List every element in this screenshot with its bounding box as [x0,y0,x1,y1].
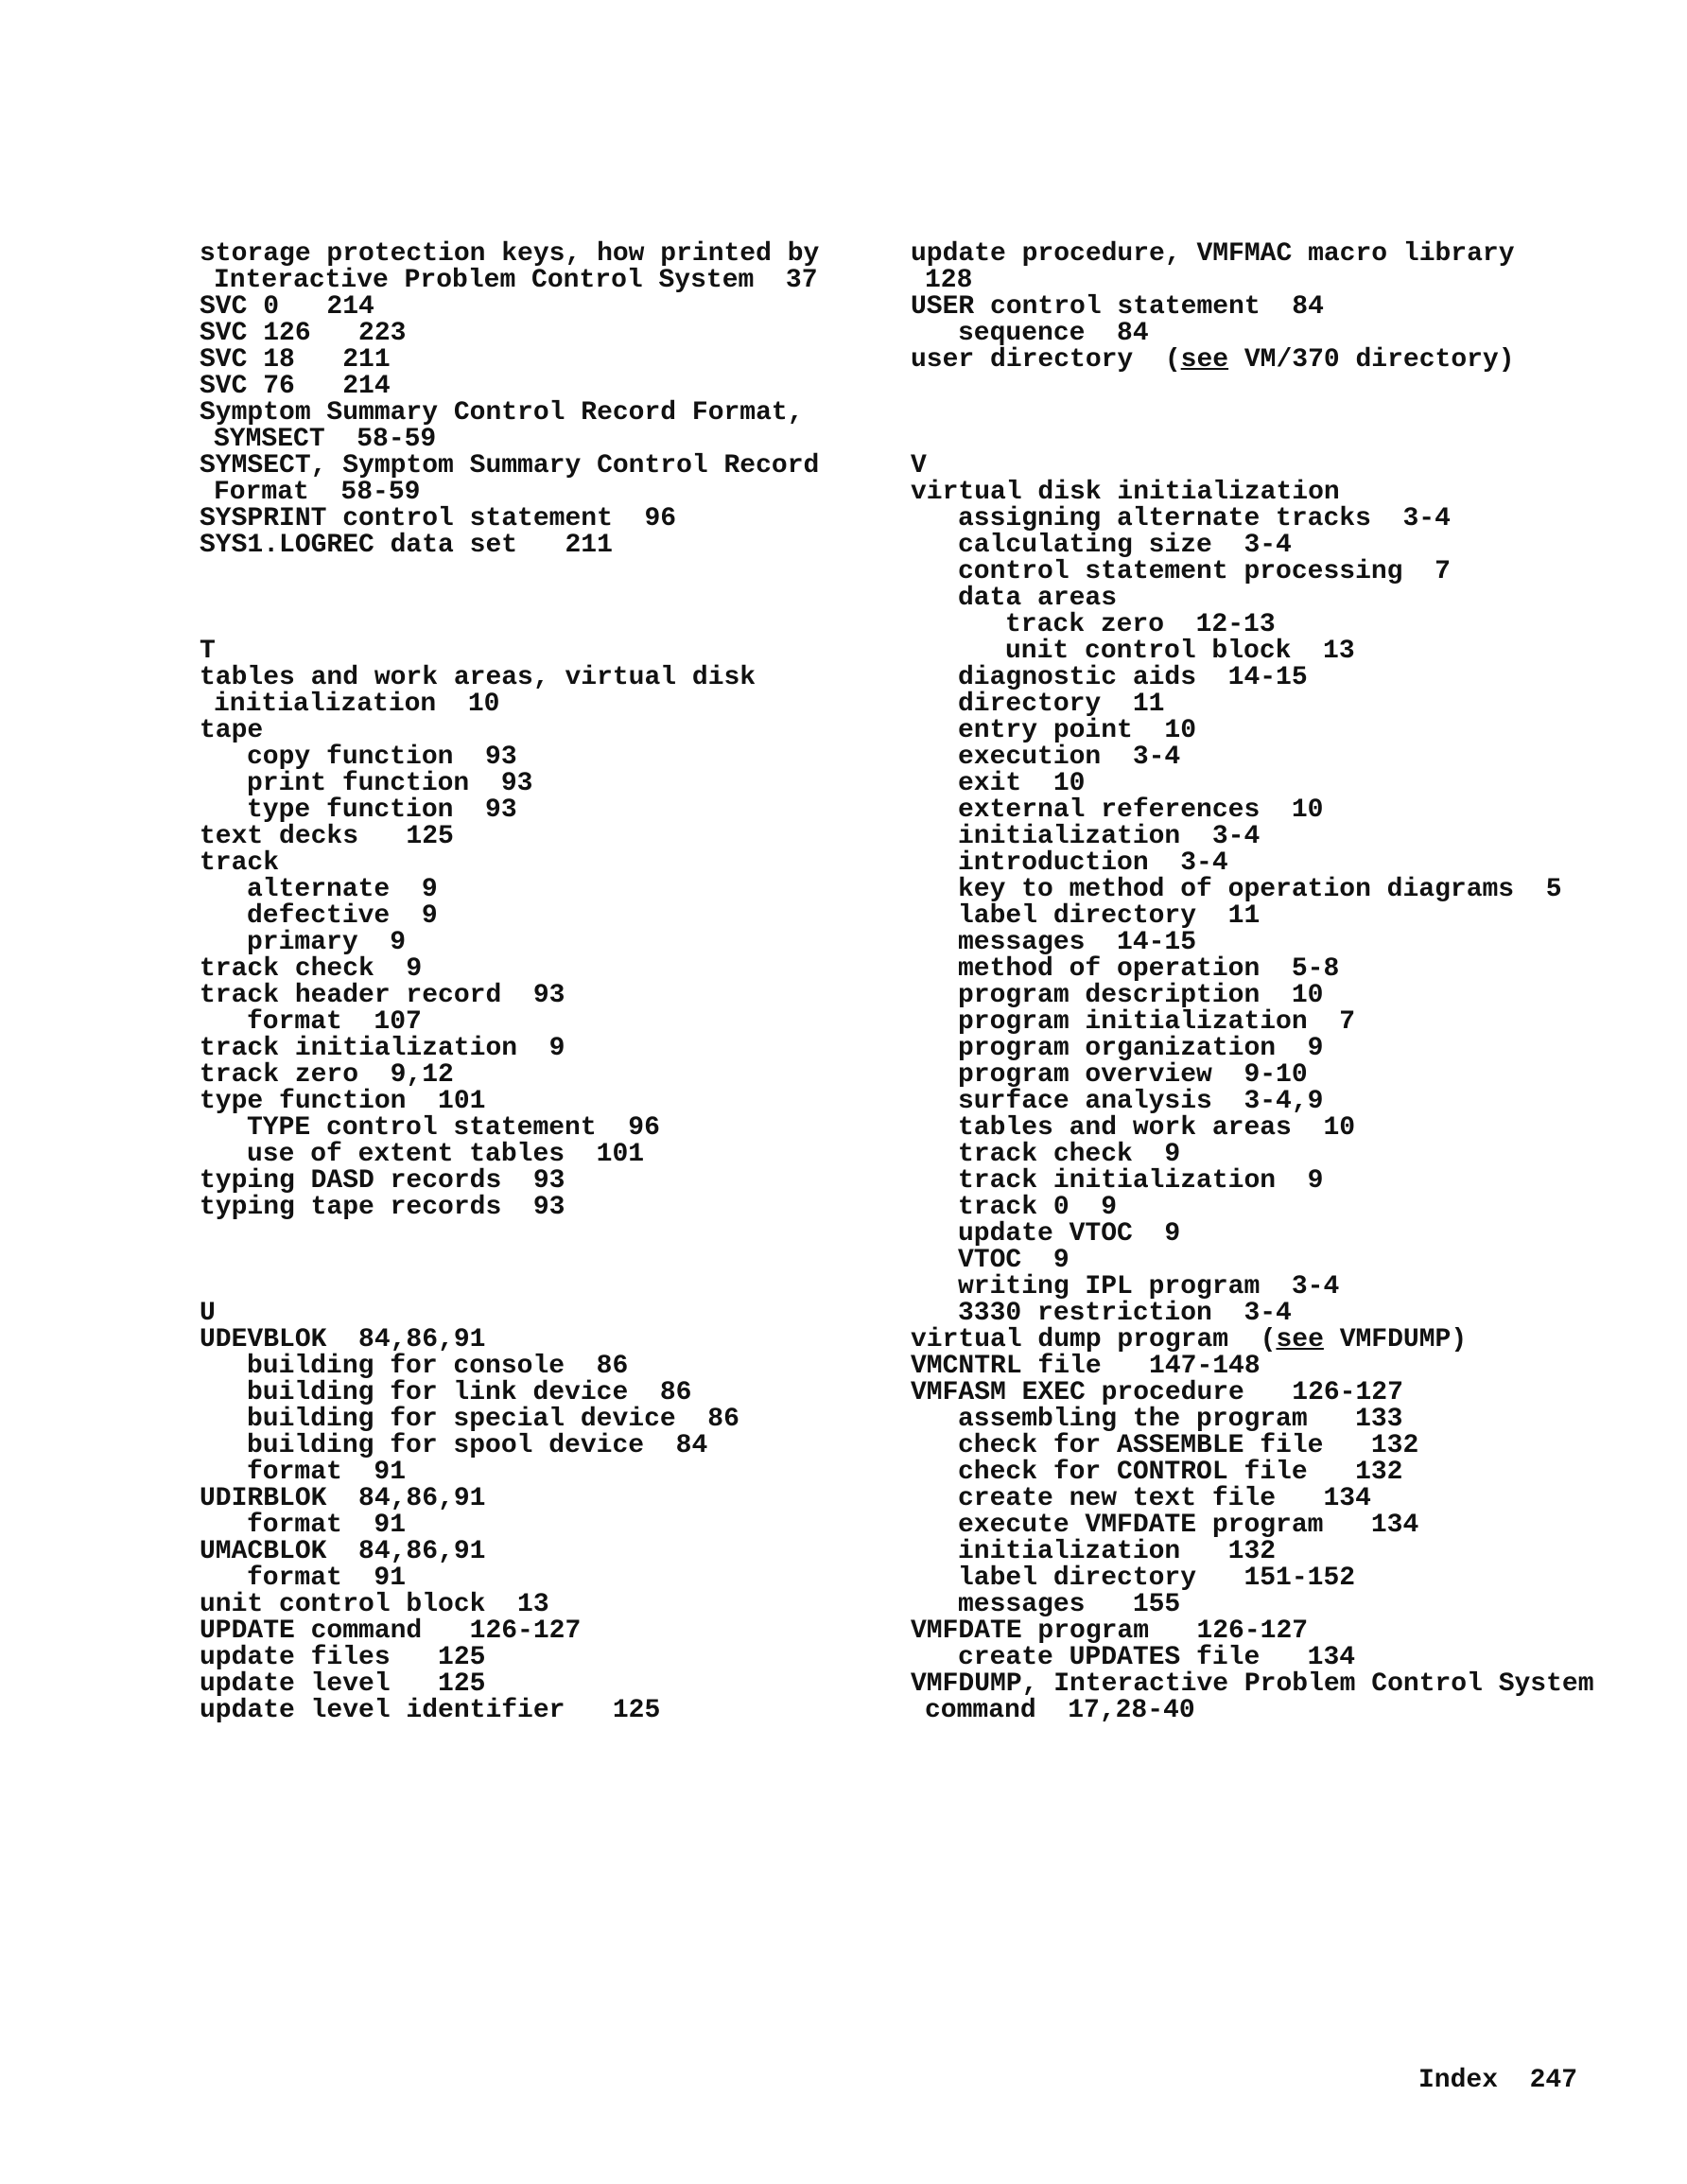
index-subentry: label directory 151-152 [958,1564,1356,1593]
index-entry: track check 9 [200,954,423,984]
index-entry: SYSPRINT control statement 96 [200,504,677,533]
index-entry: update files 125 [200,1643,486,1672]
index-subentry: print function 93 [247,769,533,798]
index-subentry: building for link device 86 [247,1378,692,1407]
index-subentry: execution 3-4 [958,743,1181,772]
index-subentry: exit 10 [958,769,1086,798]
index-subentry: check for CONTROL file 132 [958,1458,1403,1487]
index-subentry: type function 93 [247,795,517,825]
right-index-column [911,239,1594,1725]
index-subentry: create UPDATES file 134 [958,1643,1356,1672]
index-subentry: assigning alternate tracks 3-4 [958,504,1451,533]
index-entry: track zero 9,12 [200,1060,454,1090]
index-subentry: update VTOC 9 [958,1219,1181,1249]
section-letter-u: U [200,1299,216,1328]
index-subentry: initialization 3-4 [958,822,1261,851]
index-subentry: program initialization 7 [958,1007,1356,1037]
entry-text: VM/370 directory) [1228,345,1515,375]
index-subentry: entry point 10 [958,716,1197,745]
index-entry-continuation: SYMSECT 58-59 [214,425,437,454]
index-entry: storage protection keys, how printed by [200,239,820,269]
index-subentry: tables and work areas 10 [958,1113,1356,1143]
index-subentry: building for console 86 [247,1352,629,1381]
index-subentry: use of extent tables 101 [247,1140,645,1169]
index-entry-continuation: initialization 10 [214,690,500,719]
page-number: 247 [1529,2066,1578,2095]
index-entry: SYS1.LOGREC data set 211 [200,531,613,560]
index-entry-continuation: Format 58-59 [214,478,421,507]
index-subentry: track 0 9 [958,1193,1118,1222]
index-subentry: track initialization 9 [958,1166,1324,1196]
index-entry: update procedure, VMFMAC macro library [911,239,1515,269]
index-entry: tables and work areas, virtual disk [200,663,757,692]
index-entry: type function 101 [200,1087,486,1116]
page-footer [1418,2066,1577,2095]
index-subentry: primary 9 [247,928,407,957]
index-entry: update level identifier 125 [200,1696,661,1725]
index-entry: unit control block 13 [200,1590,549,1619]
index-subentry: VTOC 9 [958,1246,1070,1275]
entry-text: VMFDUMP) [1323,1325,1468,1354]
index-subentry: format 91 [247,1564,407,1593]
index-entry: VMFDATE program 126-127 [911,1616,1309,1646]
index-entry-see-reference [911,347,1591,374]
footer-label: Index [1418,2066,1499,2095]
index-subentry: assembling the program 133 [958,1405,1403,1434]
index-subentry: format 91 [247,1458,407,1487]
index-subentry: check for ASSEMBLE file 132 [958,1431,1419,1460]
index-entry: track [200,848,280,878]
index-entry: VMFDUMP, Interactive Problem Control System [911,1669,1594,1699]
section-letter-v: V [911,451,927,480]
index-subentry: execute VMFDATE program 134 [958,1511,1419,1540]
index-subentry: directory 11 [958,690,1165,719]
index-subentry: building for special device 86 [247,1405,739,1434]
index-entry: update level 125 [200,1669,486,1699]
index-subentry: sequence 84 [958,319,1149,348]
index-entry: track header record 93 [200,981,565,1010]
entry-text: user directory ( [911,345,1181,375]
index-subentry: copy function 93 [247,743,517,772]
index-subentry: writing IPL program 3-4 [958,1272,1340,1302]
index-entry: SVC 76 214 [200,372,391,401]
index-entry: VMFASM EXEC procedure 126-127 [911,1378,1403,1407]
index-subentry: building for spool device 84 [247,1431,708,1460]
index-entry: UDIRBLOK 84,86,91 [200,1484,486,1513]
index-subentry: track check 9 [958,1140,1181,1169]
index-entry: UDEVBLOK 84,86,91 [200,1325,486,1354]
index-entry: SVC 0 214 [200,292,374,322]
index-subentry: program organization 9 [958,1034,1324,1063]
index-subentry: program description 10 [958,981,1324,1010]
index-entry: track initialization 9 [200,1034,565,1063]
index-subentry: create new text file 134 [958,1484,1371,1513]
index-subentry: external references 10 [958,795,1324,825]
index-entry: tape [200,716,264,745]
index-entry: SYMSECT, Symptom Summary Control Record [200,451,820,480]
index-entry-continuation: 128 [925,266,973,295]
index-subentry: messages 155 [958,1590,1181,1619]
index-entry: typing tape records 93 [200,1193,565,1222]
index-subsubentry: track zero 12-13 [1005,610,1276,639]
index-entry: typing DASD records 93 [200,1166,565,1196]
index-subentry: method of operation 5-8 [958,954,1340,984]
section-letter-t: T [200,637,216,666]
index-subentry: introduction 3-4 [958,848,1228,878]
index-subentry: alternate 9 [247,875,438,904]
index-subentry: control statement processing 7 [958,557,1451,586]
index-subentry: key to method of operation diagrams 5 [958,875,1562,904]
index-entry: UMACBLOK 84,86,91 [200,1537,486,1566]
index-entry: USER control statement 84 [911,292,1324,322]
index-subentry: defective 9 [247,901,438,931]
index-subentry: 3330 restriction 3-4 [958,1299,1292,1328]
index-subsubentry: unit control block 13 [1005,637,1355,666]
index-subentry: TYPE control statement 96 [247,1113,660,1143]
index-subentry: label directory 11 [958,901,1261,931]
index-entry-continuation: command 17,28-40 [925,1696,1195,1725]
index-subentry: messages 14-15 [958,928,1197,957]
index-subentry: format 91 [247,1511,407,1540]
index-entry: text decks 125 [200,822,454,851]
left-index-column [200,239,820,1725]
index-entry: virtual disk initialization [911,478,1340,507]
index-entry-see-reference [911,1327,1591,1354]
index-entry: UPDATE command 126-127 [200,1616,582,1646]
index-subentry: surface analysis 3-4,9 [958,1087,1324,1116]
index-subentry: format 107 [247,1007,422,1037]
see-reference: see [1180,345,1229,375]
index-subentry: diagnostic aids 14-15 [958,663,1308,692]
entry-text: virtual dump program ( [911,1325,1277,1354]
index-entry: SVC 18 211 [200,345,391,375]
see-reference: see [1276,1325,1324,1354]
index-subentry: calculating size 3-4 [958,531,1292,560]
index-entry: VMCNTRL file 147-148 [911,1352,1261,1381]
index-subentry: program overview 9-10 [958,1060,1308,1090]
index-subentry: initialization 132 [958,1537,1277,1566]
index-subentry: data areas [958,584,1118,613]
index-entry: SVC 126 223 [200,319,407,348]
index-entry: Symptom Summary Control Record Format, [200,398,804,428]
index-entry-continuation: Interactive Problem Control System 37 [214,266,818,295]
